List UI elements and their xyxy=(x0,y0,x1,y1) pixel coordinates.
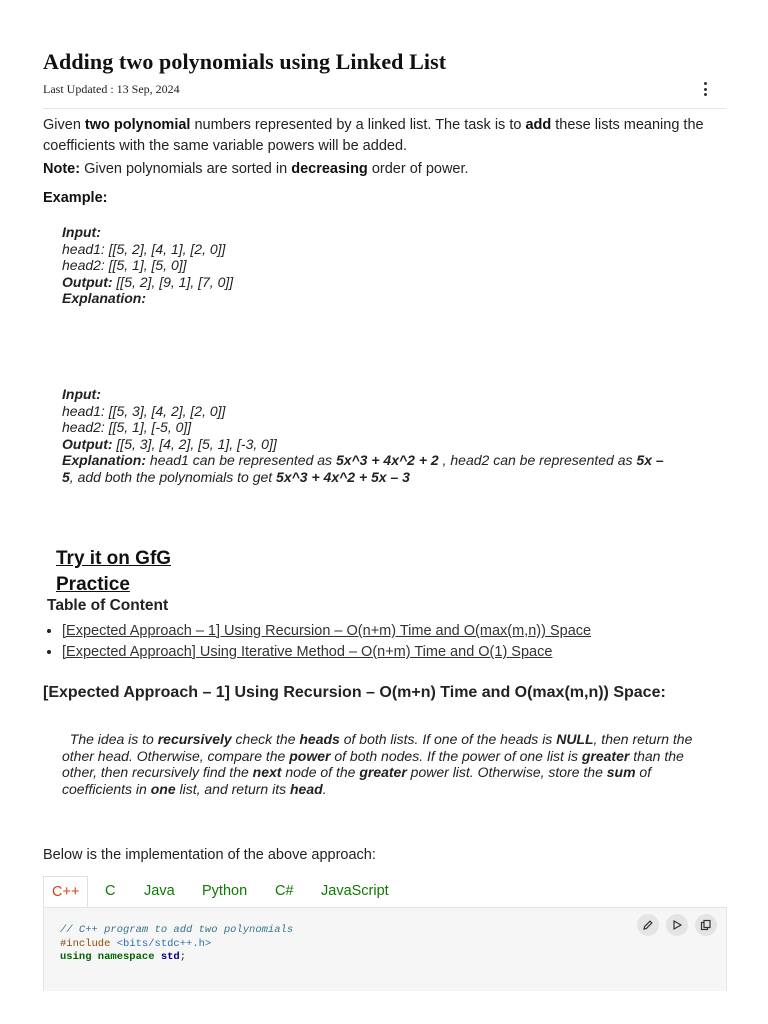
implementation-intro: Below is the implementation of the above approach: xyxy=(43,847,376,863)
last-updated: Last Updated : 13 Sep, 2024 xyxy=(43,82,180,96)
tab-csharp[interactable]: C# xyxy=(275,883,294,899)
tab-python[interactable]: Python xyxy=(202,883,248,899)
example-label: Example: xyxy=(43,190,108,206)
pencil-icon[interactable] xyxy=(637,914,659,936)
code-content: // C++ program to add two polynomials #include <bits/stdc++.h> using namespace std; xyxy=(60,924,294,963)
example-1: Input: head1: [[5, 2], [4, 1], [2, 0]] head2: [[5, 1], [5, 0]] Output: [[5, 2], [9, 1], [7, 0]] Explanation: xyxy=(62,224,234,306)
practice-link[interactable]: Try it on GfG Practice xyxy=(56,548,172,595)
example-2: Input: head1: [[5, 3], [4, 2], [2, 0]] head2: [[5, 1], [-5, 0]] Output: [[5, 3], [4, 2], [5, 1], [-3, 0]] Explanation: head1 can be represented as 5x^3 + 4x^2 + 2 , head2 can be represented as 5x – 5, add both the polynomials to get 5x^3 + 4x^2 + 5x – 3 xyxy=(62,386,664,485)
copy-icon[interactable] xyxy=(695,914,717,936)
language-tabs xyxy=(43,876,726,908)
toc-list xyxy=(43,621,591,663)
kebab-menu-icon[interactable] xyxy=(699,80,713,98)
toc-item[interactable]: • [Expected Approach] Using Iterative Method – O(n+m) Time and O(1) Space xyxy=(62,642,591,663)
play-icon[interactable] xyxy=(666,914,688,936)
tab-javascript[interactable]: JavaScript xyxy=(321,883,389,899)
divider xyxy=(43,108,726,109)
section-heading: [Expected Approach – 1] Using Recursion – O(m+n) Time and O(max(m,n)) Space: xyxy=(43,684,666,701)
toc-item[interactable]: • [Expected Approach – 1] Using Recursion – O(n+m) Time and O(max(m,n)) Space xyxy=(62,621,591,642)
code-block[interactable] xyxy=(43,907,727,991)
note-paragraph: Note: Given polynomials are sorted in decreasing order of power. xyxy=(43,161,469,177)
tab-c[interactable]: C xyxy=(105,883,116,899)
approach-description: The idea is to recursively check the heads of both lists. If one of the heads is NULL, then return the other head. Otherwise, compare the power of both nodes. If the power of one list is greater than the other, then recursively find the next node of the greater power list. Otherwise, store the sum of coefficients in one list, and return its head. xyxy=(62,731,693,797)
tab-cpp[interactable]: C++ xyxy=(43,876,88,909)
tab-java[interactable]: Java xyxy=(144,883,175,899)
intro-paragraph: Given two polynomial numbers represented by a linked list. The task is to add these lists meaning the coefficients with the same variable powers will be added. xyxy=(43,117,704,154)
page-title: Adding two polynomials using Linked List xyxy=(43,49,447,74)
toc-title: Table of Content xyxy=(47,597,169,614)
